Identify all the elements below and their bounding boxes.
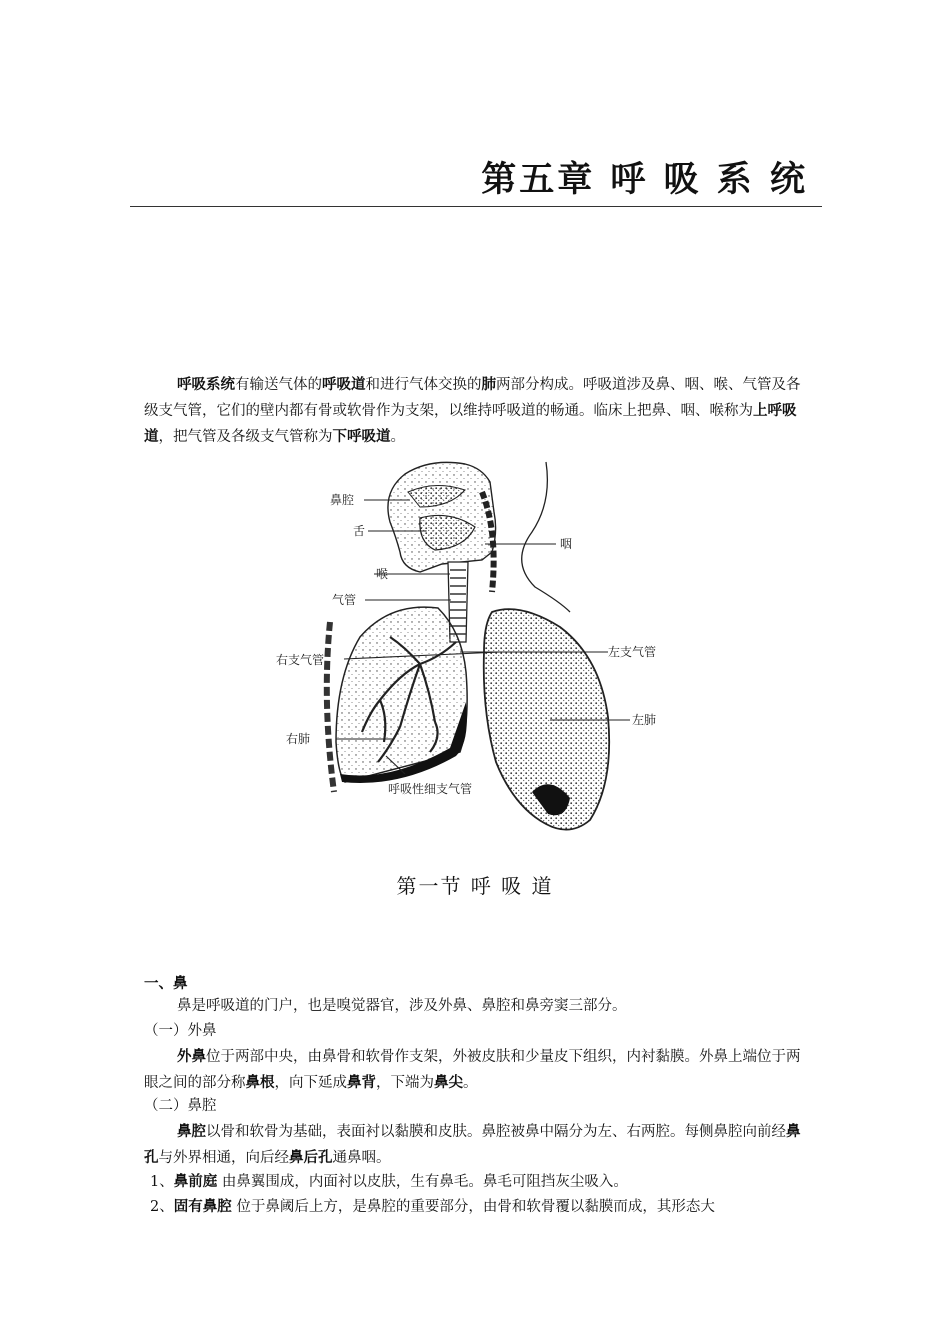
label-trachea: 气管 <box>332 593 357 607</box>
label-right-bronchus: 右支气管 <box>276 653 325 667</box>
term-upper-tract: 上呼吸道 <box>144 402 797 445</box>
chapter-title: 第五章 呼 吸 系 统 <box>481 160 808 200</box>
intro-text: 。 <box>390 429 405 445</box>
paragraph-text: 以骨和软骨为基础，表面衬以黏膜和皮肤。鼻腔被鼻中隔分为左、右两腔。每侧鼻腔向前经 <box>206 1124 786 1140</box>
term-choana: 鼻后孔 <box>289 1149 333 1166</box>
section-title: 第一节 呼 吸 道 <box>396 874 554 898</box>
subheading-nasal-cavity: （二）鼻腔 <box>144 1098 217 1114</box>
term-nasal-tip: 鼻尖 <box>434 1074 463 1091</box>
paragraph-text: ，向下延成 <box>274 1075 347 1091</box>
term-nasal-cavity: 鼻腔 <box>177 1123 206 1140</box>
paragraph-text: ，下端为 <box>376 1075 434 1091</box>
label-left-lung: 左肺 <box>632 713 657 727</box>
label-left-bronchus: 左支气管 <box>608 645 657 659</box>
term-nasal-root: 鼻根 <box>245 1074 275 1091</box>
heading-nose: 一、鼻 <box>144 975 188 992</box>
intro-text: ，把气管及各级支气管称为 <box>158 429 333 445</box>
label-nasal-cavity: 鼻腔 <box>330 493 355 507</box>
label-pharynx: 咽 <box>560 537 573 551</box>
nose-intro: 鼻是呼吸道的门户，也是嗅觉器官，涉及外鼻、鼻腔和鼻旁窦三部分。 <box>177 998 627 1014</box>
term-lower-tract: 下呼吸道 <box>332 428 391 445</box>
term-respiratory-system: 呼吸系统 <box>177 376 235 393</box>
paragraph-text: 。 <box>463 1075 478 1091</box>
intro-text: 两部分构成。呼吸道涉及鼻、咽、喉、气管及各级支气管，它们的壁内都有骨或软骨作为支架，以维持呼吸道的畅通。临床上把鼻、咽、喉称为 <box>144 377 801 419</box>
label-tongue: 舌 <box>353 524 366 538</box>
label-respiratory-bronchiole: 呼吸性细支气管 <box>388 782 473 796</box>
intro-text: 有输送气体的 <box>235 377 322 393</box>
subheading-external-nose: （一）外鼻 <box>144 1023 217 1039</box>
term-lung: 肺 <box>481 376 496 393</box>
term-nostril: 鼻孔 <box>144 1123 801 1166</box>
list-item-vestibule <box>150 1169 814 1195</box>
intro-text: 和进行气体交换的 <box>365 377 482 393</box>
respiratory-system-figure <box>270 452 680 842</box>
term-respiratory-tract: 呼吸道 <box>322 376 366 393</box>
term-nasal-dorsum: 鼻背 <box>347 1074 376 1091</box>
label-larynx: 喉 <box>376 567 389 581</box>
paragraph-text: 通鼻咽。 <box>332 1150 391 1166</box>
external-nose-paragraph <box>144 1044 808 1096</box>
label-right-lung: 右肺 <box>286 732 311 746</box>
list-number: 2、 <box>150 1199 174 1215</box>
paragraph-text: 与外界相通，向后经 <box>158 1150 289 1166</box>
paragraph-text: 位于两部中央，由鼻骨和软骨作支架，外被皮肤和少量皮下组织，内衬黏膜。外鼻上端位于两眼之间的部分称 <box>144 1049 801 1091</box>
intro-paragraph <box>144 372 808 450</box>
term-nasal-vestibule: 鼻前庭 <box>173 1173 218 1190</box>
term-external-nose: 外鼻 <box>177 1048 206 1065</box>
nasal-cavity-paragraph <box>144 1119 808 1171</box>
title-divider <box>130 206 822 207</box>
list-item-proper-cavity <box>150 1194 814 1220</box>
term-proper-nasal-cavity: 固有鼻腔 <box>173 1198 232 1215</box>
list-text: 位于鼻阈后上方，是鼻腔的重要部分，由骨和软骨覆以黏膜而成，其形态大 <box>231 1199 715 1215</box>
list-text: 由鼻翼围成，内面衬以皮肤，生有鼻毛。鼻毛可阻挡灰尘吸入。 <box>217 1174 628 1190</box>
list-number: 1、 <box>150 1174 174 1190</box>
